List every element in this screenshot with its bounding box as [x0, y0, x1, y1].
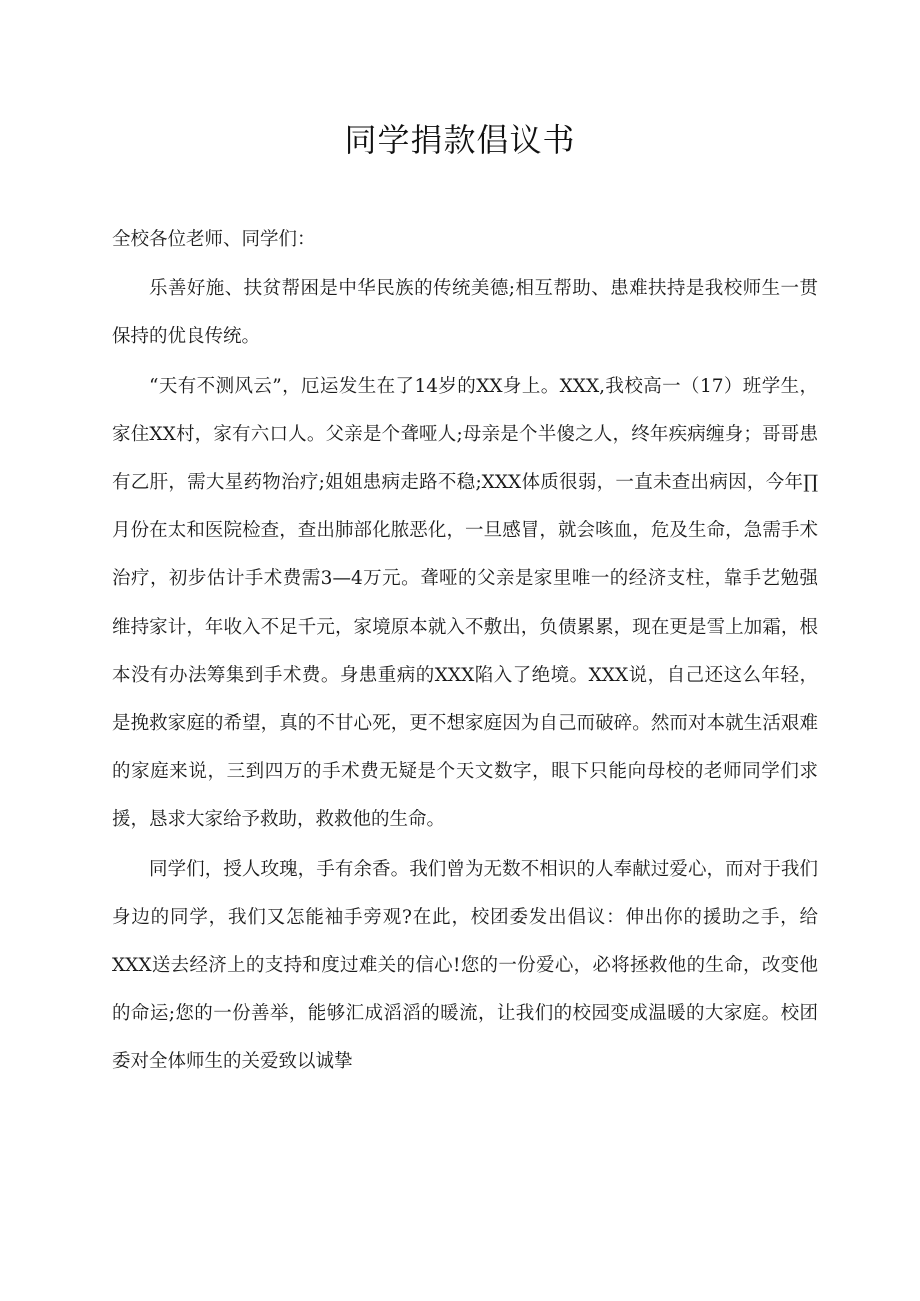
document-body: [112, 216, 818, 1088]
salutation: 全校各位老师、同学们：: [112, 229, 316, 250]
paragraph-3: 同学们，授人玫瑰，手有余香。我们曾为无数不相识的人奉献过爱心，而对于我们身边的同学，我们又怎能袖手旁观?在此，校团委发出倡议：伸出你的援助之手，给XXX送去经济上的支持和度过难关的信心!您的一份爱心，必将拯救他的生命，改变他的命运;您的一份善举，能够汇成滔滔的暖流，让我们的校园变成温暖的大家庭。校团委对全体师生的关爱致以诚挚: [112, 858, 818, 1073]
document-title: 同学捐款倡议书: [344, 121, 576, 159]
paragraph-1: 乐善好施、扶贫帮困是中华民族的传统美德;相互帮助、患难扶持是我校师生一贯保持的优良传统。: [112, 278, 818, 348]
paragraph-2: “天有不测风云”，厄运发生在了14岁的XX身上。XXX,我校高一（17）班学生，家住XX村，家有六口人。父亲是个聋哑人;母亲是个半傻之人，终年疾病缠身；哥哥患有乙肝，需大星药物治疗;姐姐患病走路不稳;XXX体质很弱，一直未查出病因，今年∏月份在太和医院检查，查出肺部化脓恶化，一旦感冒，就会咳血，危及生命，急需手术治疗，初步估计手术费需3—4万元。聋哑的父亲是家里唯一的经济支柱，靠手艺勉强维持家计，年收入不足千元，家境原本就入不敷出，负债累累，现在更是雪上加霜，根本没有办法筹集到手术费。身患重病的XXX陷入了绝境。XXX说，自己还这么年轻，是挽救家庭的希望，真的不甘心死，更不想家庭因为自己而破碎。然而对本就生活艰难的家庭来说，三到四万的手术费无疑是个天文数字，眼下只能向母校的老师同学们求援，恳求大家给予救助，救救他的生命。: [112, 375, 818, 831]
